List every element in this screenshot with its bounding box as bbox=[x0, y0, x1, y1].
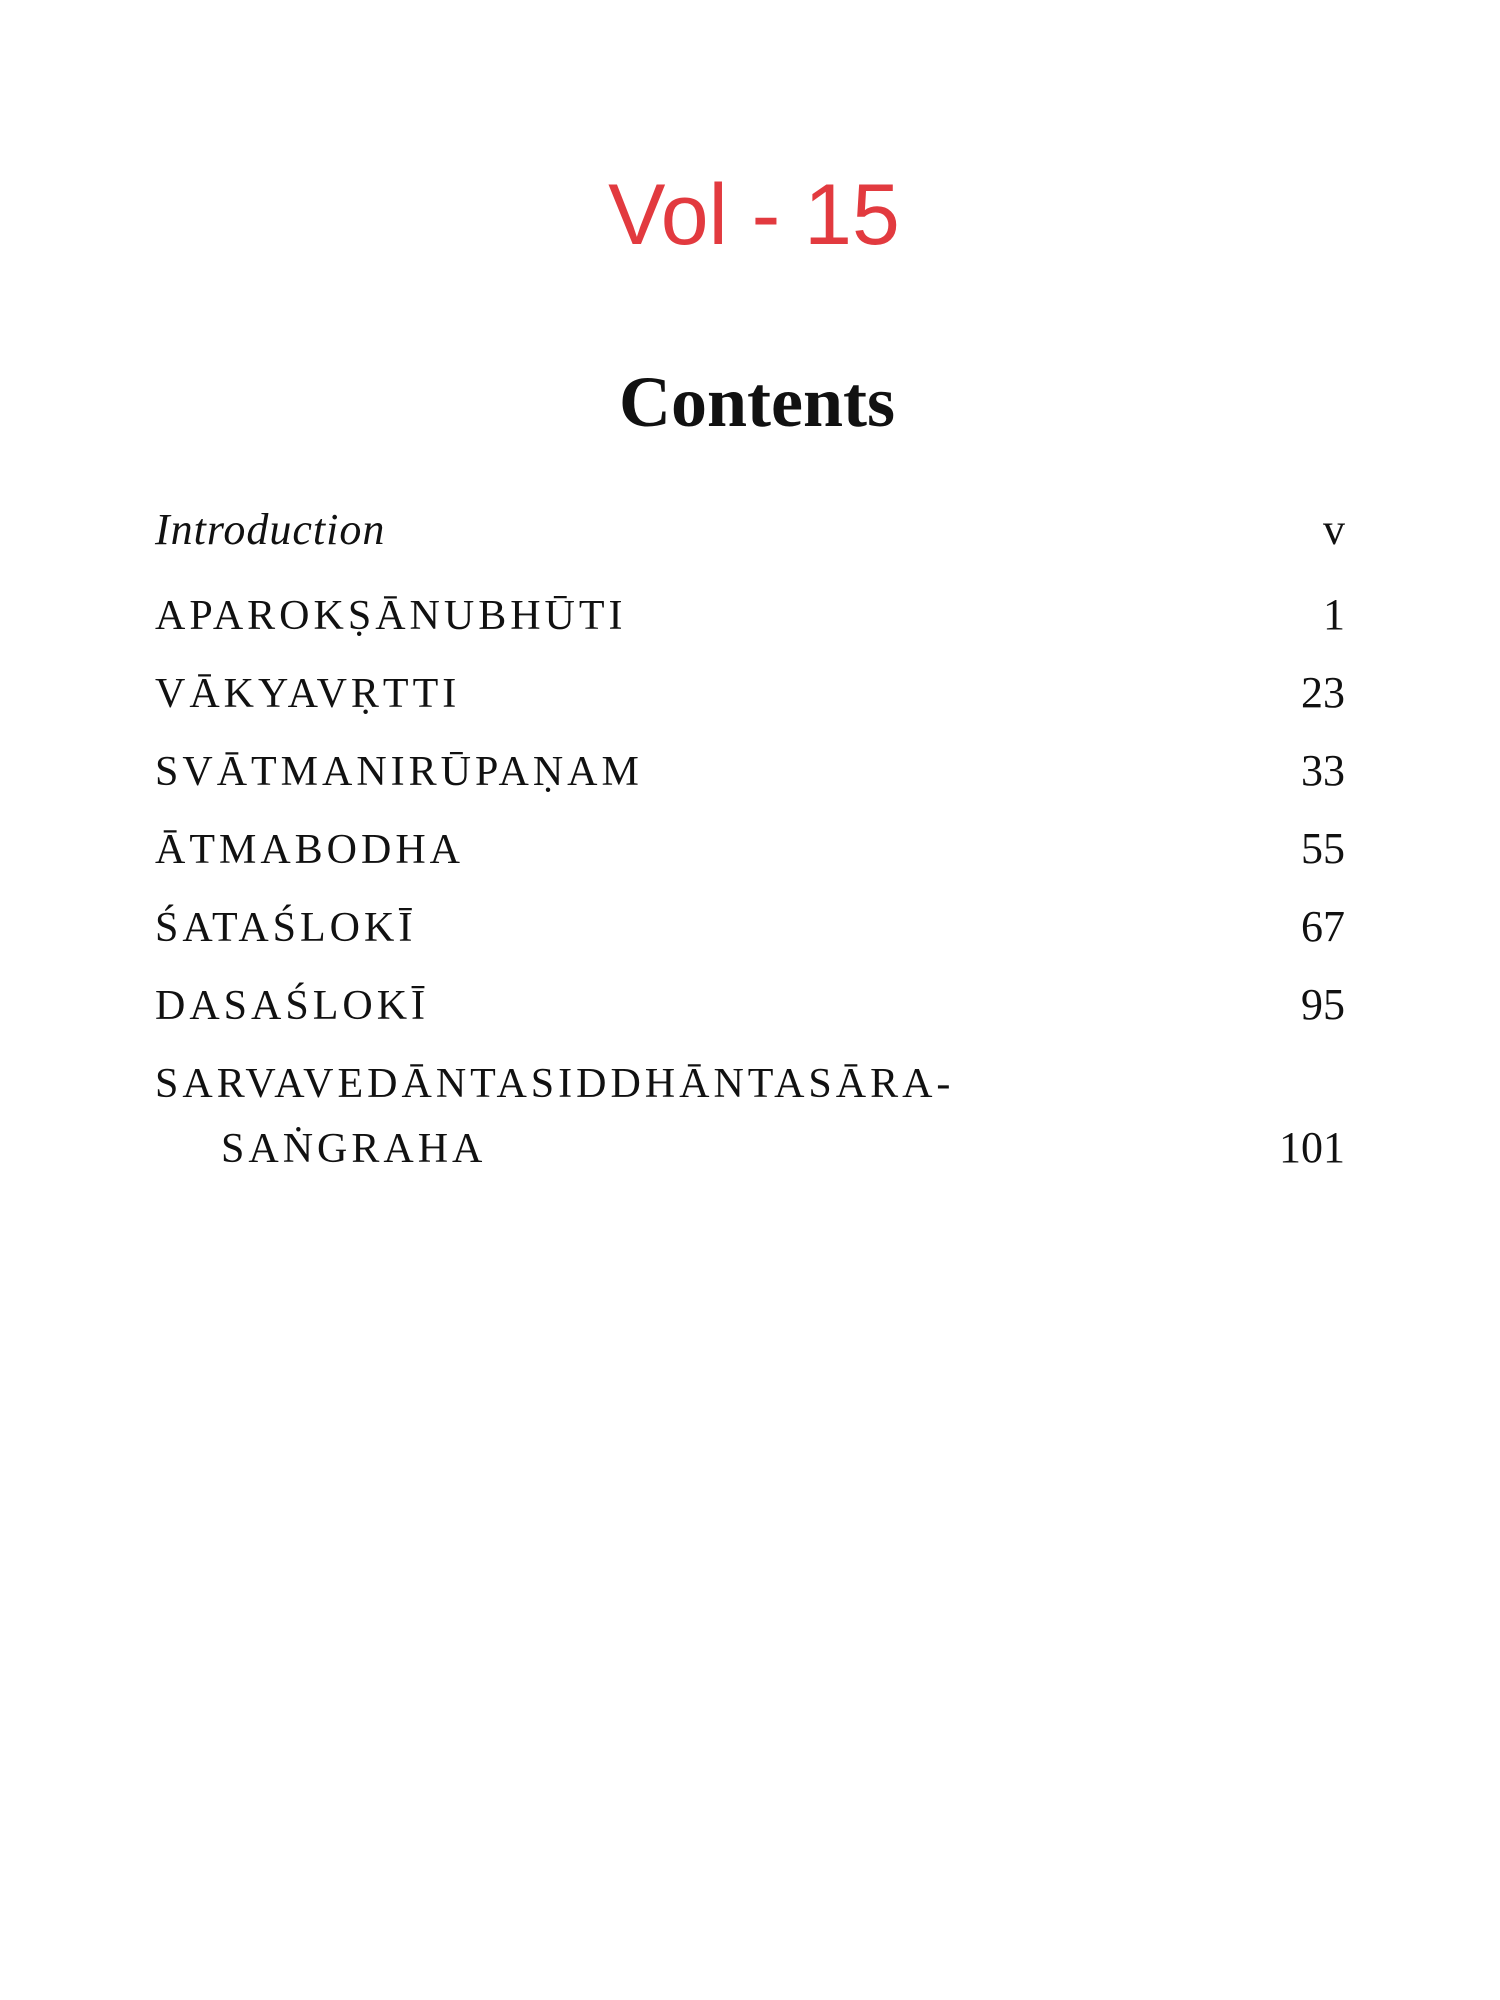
toc-entry-satasloki[interactable] bbox=[155, 892, 1345, 952]
toc-entry-page: v bbox=[1323, 505, 1345, 554]
toc-entry-title: Introduction bbox=[155, 505, 386, 554]
toc-entry-page: 23 bbox=[1301, 668, 1345, 717]
toc-entry-title: APAROKṢĀNUBHŪTI bbox=[155, 593, 627, 639]
toc-entry-title: ĀTMABODHA bbox=[155, 827, 464, 873]
toc-entry-title: SARVAVEDĀNTASIDDHĀNTASĀRA- bbox=[155, 1061, 955, 1107]
toc-entry-atmabodha[interactable] bbox=[155, 814, 1345, 874]
toc-entry-sarvavedanta-line2[interactable] bbox=[155, 1113, 1345, 1173]
toc-entry-page: 67 bbox=[1301, 902, 1345, 951]
toc-entry-page: 33 bbox=[1301, 746, 1345, 795]
toc-entry-title-continuation: SAṄGRAHA bbox=[221, 1126, 487, 1172]
toc-entry-page: 95 bbox=[1301, 980, 1345, 1029]
toc-entry-page: 1 bbox=[1323, 590, 1345, 639]
toc-entry-svatmanirupanam[interactable] bbox=[155, 736, 1345, 796]
toc-entry-page: 55 bbox=[1301, 824, 1345, 873]
volume-heading: Vol - 15 bbox=[608, 167, 900, 263]
toc-entry-title: VĀKYAVṚTTI bbox=[155, 671, 461, 717]
toc-entry-dasasloki[interactable] bbox=[155, 970, 1345, 1030]
toc-entry-page: 101 bbox=[1279, 1123, 1345, 1172]
toc-entry-title: SVĀTMANIRŪPAṆAM bbox=[155, 749, 643, 795]
toc-entry-sarvavedanta-line1[interactable] bbox=[155, 1048, 1345, 1108]
toc-entry-title: DASAŚLOKĪ bbox=[155, 983, 430, 1029]
toc-entry-introduction[interactable] bbox=[155, 495, 1345, 555]
toc-entry-vakyavrtti[interactable] bbox=[155, 658, 1345, 718]
toc-entry-aparoksanubhuti[interactable] bbox=[155, 580, 1345, 640]
contents-title: Contents bbox=[618, 362, 895, 442]
toc-entry-title: ŚATAŚLOKĪ bbox=[155, 905, 417, 951]
